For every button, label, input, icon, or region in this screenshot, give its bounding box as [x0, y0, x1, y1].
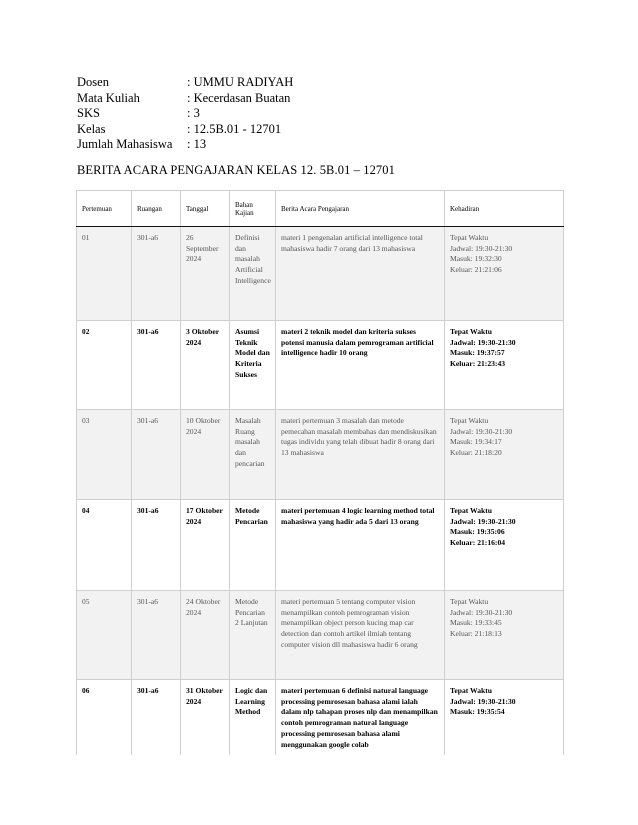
status-text: Tepat Waktu [450, 233, 489, 242]
jadwal-text: Jadwal: 19:30-21:30 [450, 696, 516, 706]
table-row [77, 680, 564, 756]
jadwal-text: Jadwal: 19:30-21:30 [450, 607, 513, 617]
cell-berita: materi pertemuan 5 tentang computer vision menampilkan contoh pemrograman vision menampilkan object person kucing map car detection dan contoh artikel ilmiah tentang computer vision dll mahasiswa hadir 6 orang [276, 591, 445, 680]
cell-ruangan: 301-a6 [132, 500, 181, 591]
keluar-text: Keluar: 21:21:06 [450, 265, 502, 275]
masuk-text: Masuk: 19:37:57 [450, 348, 505, 358]
jadwal-text: Jadwal: 19:30-21:30 [450, 243, 513, 253]
cell-kehadiran [445, 591, 564, 680]
header-row-mata-kuliah [77, 91, 293, 107]
mata-kuliah-label: Mata Kuliah [77, 90, 140, 105]
header-row-jumlah [77, 137, 293, 153]
cell-pertemuan: 05 [77, 591, 132, 680]
header-berita-acara: Berita Acara Pengajaran [276, 191, 445, 227]
sks-value: : 3 [187, 106, 200, 120]
sks-label: SKS [77, 106, 100, 120]
cell-kehadiran [445, 410, 564, 500]
masuk-text: Masuk: 19:34:17 [450, 437, 502, 447]
jadwal-text: Jadwal: 19:30-21:30 [450, 516, 516, 526]
cell-tanggal: 3 Oktober 2024 [181, 321, 230, 410]
cell-bahan: Masalah Ruang masalah dan pencarian [230, 410, 276, 500]
header-pertemuan: Pertemuan [77, 191, 132, 227]
attendance-table [76, 190, 564, 755]
jadwal-text: Jadwal: 19:30-21:30 [450, 426, 513, 436]
header-kehadiran: Kehadiran [445, 191, 564, 227]
header-ruangan: Ruangan [132, 191, 181, 227]
table-row [77, 500, 564, 591]
kelas-label: Kelas [77, 121, 106, 136]
cell-pertemuan: 06 [77, 680, 132, 756]
jumlah-mahasiswa-label: Jumlah Mahasiswa [77, 137, 173, 151]
cell-tanggal: 26 September 2024 [181, 227, 230, 321]
masuk-text: Masuk: 19:32:30 [450, 254, 502, 264]
jadwal-text: Jadwal: 19:30-21:30 [450, 337, 516, 347]
dosen-label: Dosen [77, 75, 109, 89]
kelas-value: : 12.5B.01 - 12701 [187, 121, 282, 136]
keluar-text: Keluar: 21:18:20 [450, 448, 502, 458]
cell-tanggal: 10 Oktober 2024 [181, 410, 230, 500]
cell-bahan: Metode Pencarian 2 Lanjutan [230, 591, 276, 680]
cell-kehadiran [445, 680, 564, 756]
header-row-dosen [77, 75, 293, 91]
cell-bahan: Logic dan Learning Method [230, 680, 276, 756]
cell-pertemuan: 04 [77, 500, 132, 591]
cell-berita: materi pertemuan 4 logic learning method total mahasiswa yang hadir ada 5 dari 13 orang [276, 500, 445, 591]
cell-bahan: Asumsi Teknik Model dan Kriteria Sukses [230, 321, 276, 410]
masuk-text: Masuk: 19:35:54 [450, 707, 505, 717]
cell-bahan: Definisi dan masalah Artificial Intelligence [230, 227, 276, 321]
cell-pertemuan: 02 [77, 321, 132, 410]
keluar-text: Keluar: 21:23:43 [450, 359, 506, 369]
masuk-text: Masuk: 19:35:06 [450, 527, 505, 537]
jumlah-mahasiswa-value: : 13 [187, 137, 207, 151]
cell-ruangan: 301-a6 [132, 227, 181, 321]
cell-ruangan: 301-a6 [132, 591, 181, 680]
table-row [77, 410, 564, 500]
table-row [77, 321, 564, 410]
table-header-row [77, 191, 564, 227]
status-text: Tepat Waktu [450, 327, 492, 336]
status-text: Tepat Waktu [450, 686, 492, 695]
cell-kehadiran [445, 500, 564, 591]
document-header [77, 75, 293, 153]
cell-tanggal: 24 Oktober 2024 [181, 591, 230, 680]
header-bahan-kajian: Bahan Kajian [230, 191, 276, 227]
masuk-text: Masuk: 19:33:45 [450, 618, 502, 628]
cell-berita: materi pertemuan 6 definisi natural language processing pemrosesan bahasa alami ialah dalam nlp tahapan proses nlp dan menampilkan contoh pemrograman natural language processing pemrosesan bahasa alami menggunakan google colab [276, 680, 445, 756]
cell-kehadiran [445, 321, 564, 410]
status-text: Tepat Waktu [450, 416, 489, 425]
dosen-value: : UMMU RADIYAH [187, 75, 294, 89]
keluar-text: Keluar: 21:18:13 [450, 629, 502, 639]
cell-kehadiran [445, 227, 564, 321]
header-row-kelas [77, 122, 293, 138]
cell-tanggal: 31 Oktober 2024 [181, 680, 230, 756]
cell-tanggal: 17 Oktober 2024 [181, 500, 230, 591]
mata-kuliah-value: : Kecerdasan Buatan [187, 90, 291, 105]
cell-pertemuan: 01 [77, 227, 132, 321]
keluar-text: Keluar: 21:16:04 [450, 538, 506, 548]
table-row [77, 227, 564, 321]
header-row-sks [77, 106, 293, 122]
status-text: Tepat Waktu [450, 597, 489, 606]
cell-ruangan: 301-a6 [132, 410, 181, 500]
page-title: BERITA ACARA PENGAJARAN KELAS 12. 5B.01 – 12701 [77, 163, 395, 177]
status-text: Tepat Waktu [450, 506, 492, 515]
cell-berita: materi 2 teknik model dan kriteria sukses potensi manusia dalam pemrograman artificial intelligence hadir 10 orang [276, 321, 445, 410]
cell-berita: materi pertemuan 3 masalah dan metode pemecahan masalah membahas dan mendiskusikan tugas individu yang telah dibuat hadir 8 orang dari 13 mahasiswa [276, 410, 445, 500]
cell-bahan: Metode Pencarian [230, 500, 276, 591]
table-row [77, 591, 564, 680]
header-tanggal: Tanggal [181, 191, 230, 227]
cell-ruangan: 301-a6 [132, 680, 181, 756]
cell-pertemuan: 03 [77, 410, 132, 500]
cell-ruangan: 301-a6 [132, 321, 181, 410]
cell-berita: materi 1 pengenalan artificial intelligence total mahasiswa hadir 7 orang dari 13 mahasiswa [276, 227, 445, 321]
